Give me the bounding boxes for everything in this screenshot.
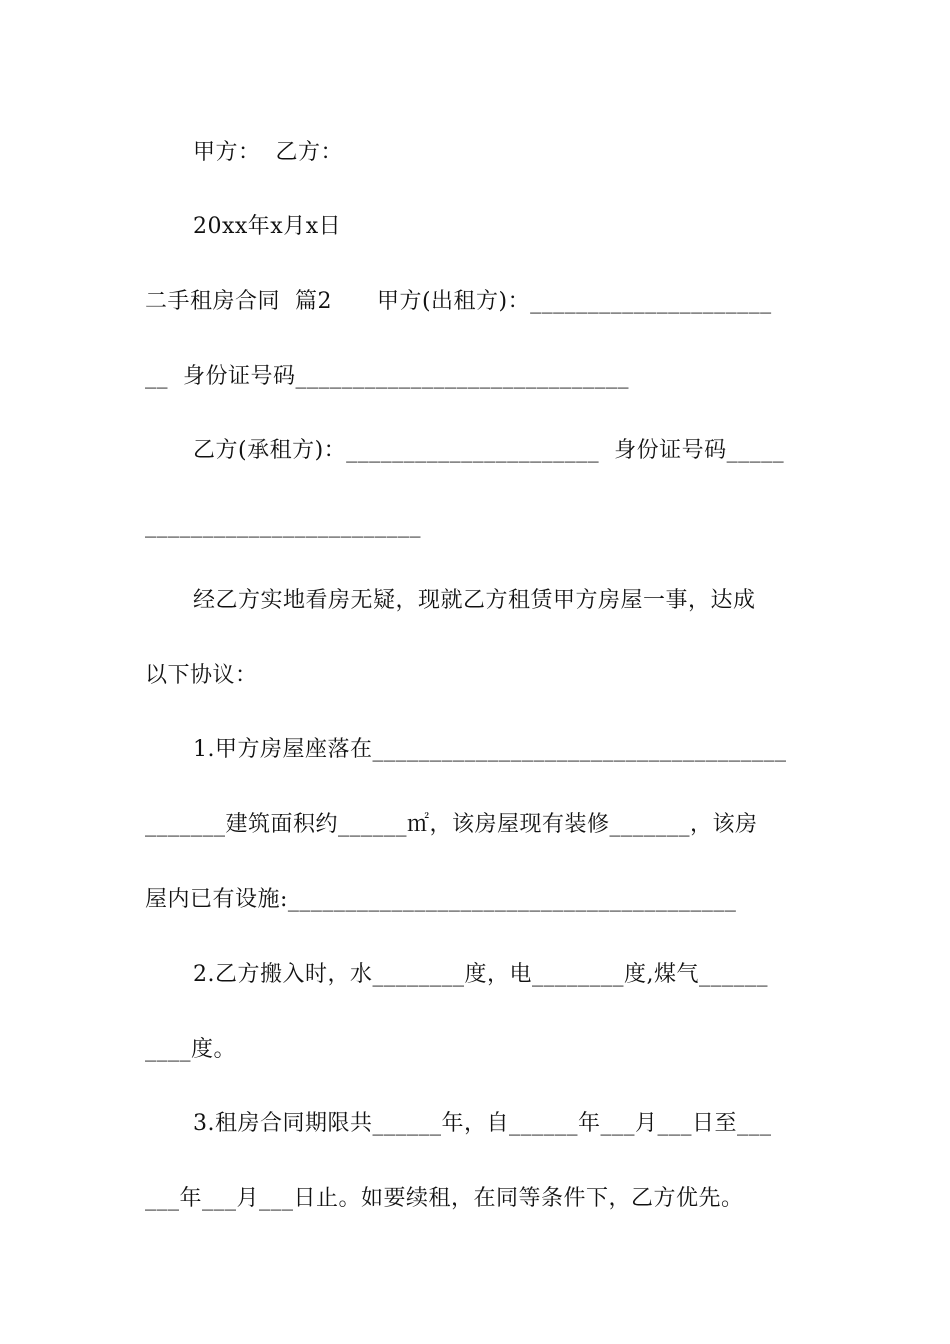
clause-2-line: 2.乙方搬入时，水________度，电________度,煤气______ bbox=[193, 962, 768, 987]
date-line: 20xx年x月x日 bbox=[193, 214, 342, 239]
clause-3-line: 3.租房合同期限共______年，自______年___月___日至___ bbox=[193, 1111, 772, 1136]
signature-line: 甲方： 乙方： bbox=[193, 140, 343, 165]
contract-heading-line: 二手租房合同 篇2 甲方(出租方)：_____________________ bbox=[145, 289, 772, 314]
clause-2-continuation-line: ____度。 bbox=[145, 1037, 237, 1062]
clause-3-continuation-line: ___年___月___日止。如要续租，在同等条件下，乙方优先。 bbox=[145, 1186, 744, 1211]
tenant-id-continuation-line: ________________________ bbox=[145, 513, 421, 538]
preamble-line: 经乙方实地看房无疑，现就乙方租赁甲方房屋一事，达成 bbox=[193, 588, 756, 613]
clause-1-facilities-line: 屋内已有设施:_______________________________________ bbox=[145, 887, 737, 912]
preamble-continuation-line: 以下协议： bbox=[145, 663, 258, 688]
clause-1-line: 1.甲方房屋座落在____________________________________ bbox=[193, 737, 787, 762]
id-number-line: __ 身份证号码_____________________________ bbox=[145, 364, 629, 389]
clause-1-area-line: _______建筑面积约______㎡，该房屋现有装修_______，该房 bbox=[145, 812, 758, 837]
tenant-line: 乙方(承租方)：______________________ 身份证号码_____ bbox=[193, 438, 785, 463]
